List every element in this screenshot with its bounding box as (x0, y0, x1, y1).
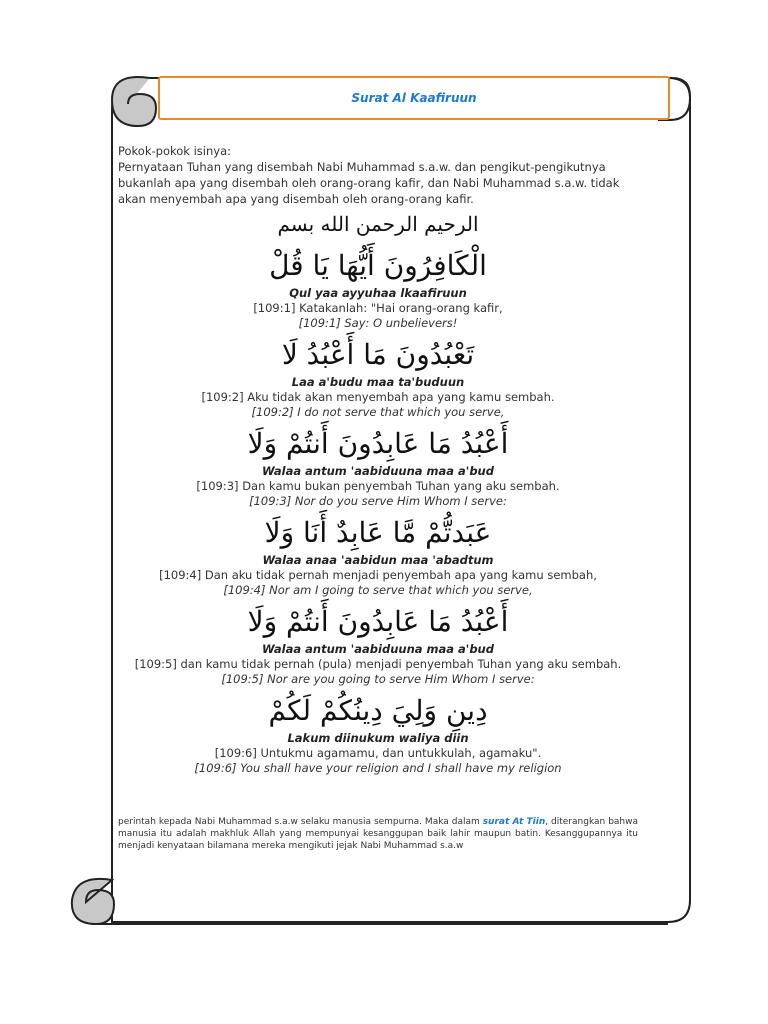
verse-arabic: تَعْبُدُونَ مَا أَعْبُدُ لَا (281, 338, 475, 371)
basmala: الرحيم الرحمن الله بسم (277, 212, 479, 236)
verse-english: [109:6] You shall have your religion and I shall have my religion (194, 761, 562, 775)
verse-transliteration: Lakum diinukum waliya diin (287, 731, 469, 745)
verses-section (118, 208, 638, 780)
verse-indonesian: [109:2] Aku tidak akan menyembah apa yang kamu sembah. (201, 390, 555, 404)
closing-text-after: , diterangkan bahwa manusia itu adalah makhluk Allah yang mempunyai kesanggupan baik lahir maupun batin. Kesanggupannya itu menjadi kenyataan bilamana mereka mengikuti jejak Nabi Muhammad s.a.w (118, 817, 638, 851)
verse-5 (118, 602, 638, 687)
verse-indonesian: [109:4] Dan aku tidak pernah menjadi penyembah apa yang kamu sembah, (159, 568, 597, 582)
verse-4 (118, 513, 638, 598)
verse-english: [109:1] Say: O unbelievers! (298, 316, 458, 330)
verse-transliteration: Walaa anaa 'aabidun maa 'abadtum (262, 553, 494, 567)
title-banner (158, 76, 670, 120)
verse-arabic: دِينِ وَلِيَ دِينُكُمْ لَكُمْ (268, 694, 488, 727)
verse-transliteration: Walaa antum 'aabiduuna maa a'bud (262, 464, 494, 478)
verse-arabic: أَعْبُدُ مَا عَابِدُونَ أَنتُمْ وَلَا (247, 427, 509, 460)
verse-transliteration: Walaa antum 'aabiduuna maa a'bud (262, 642, 494, 656)
verse-indonesian: [109:6] Untukmu agamamu, dan untukkulah, agamaku". (214, 746, 542, 760)
verse-arabic: الْكَافِرُونَ أَيُّهَا يَا قُلْ (269, 249, 487, 282)
verse-indonesian: [109:1] Katakanlah: "Hai orang-orang kafir, (253, 301, 503, 315)
verse-transliteration: Laa a'budu maa ta'buduun (291, 375, 465, 389)
verse-2 (118, 335, 638, 420)
verse-3 (118, 424, 638, 509)
intro-heading: Pokok-pokok isinya: (118, 144, 231, 158)
verse-arabic: عَبَدتُّمْ مَّا عَابِدٌ أَنَا وَلَا (264, 516, 492, 549)
closing-text-before: perintah kepada Nabi Muhammad s.a.w selaku manusia sempurna. Maka dalam (118, 817, 483, 827)
verse-english: [109:5] Nor are you going to serve Him Whom I serve: (221, 672, 535, 686)
intro-section (118, 143, 638, 207)
page-title: Surat Al Kaafiruun (351, 91, 477, 105)
surah-reference-link[interactable]: surat At Tiin (482, 817, 546, 827)
closing-paragraph (118, 816, 638, 852)
verse-6 (118, 691, 638, 776)
verse-transliteration: Qul yaa ayyuhaa lkaafiruun (289, 286, 467, 300)
verse-english: [109:2] I do not serve that which you serve, (251, 405, 505, 419)
verse-english: [109:4] Nor am I going to serve that which you serve, (223, 583, 533, 597)
verse-english: [109:3] Nor do you serve Him Whom I serve: (249, 494, 507, 508)
intro-body: Pernyataan Tuhan yang disembah Nabi Muhammad s.a.w. dan pengikut-pengikutnya bukanlah apa yang disembah oleh orang-orang kafir, dan Nabi Muhammad s.a.w. tidak akan menyembah apa yang disembah oleh orang-orang kafir. (118, 160, 620, 206)
verse-arabic: أَعْبُدُ مَا عَابِدُونَ أَنتُمْ وَلَا (247, 605, 509, 638)
verse-indonesian: [109:5] dan kamu tidak pernah (pula) menjadi penyembah Tuhan yang aku sembah. (134, 657, 622, 671)
verse-1 (118, 246, 638, 331)
verse-indonesian: [109:3] Dan kamu bukan penyembah Tuhan yang aku sembah. (196, 479, 560, 493)
